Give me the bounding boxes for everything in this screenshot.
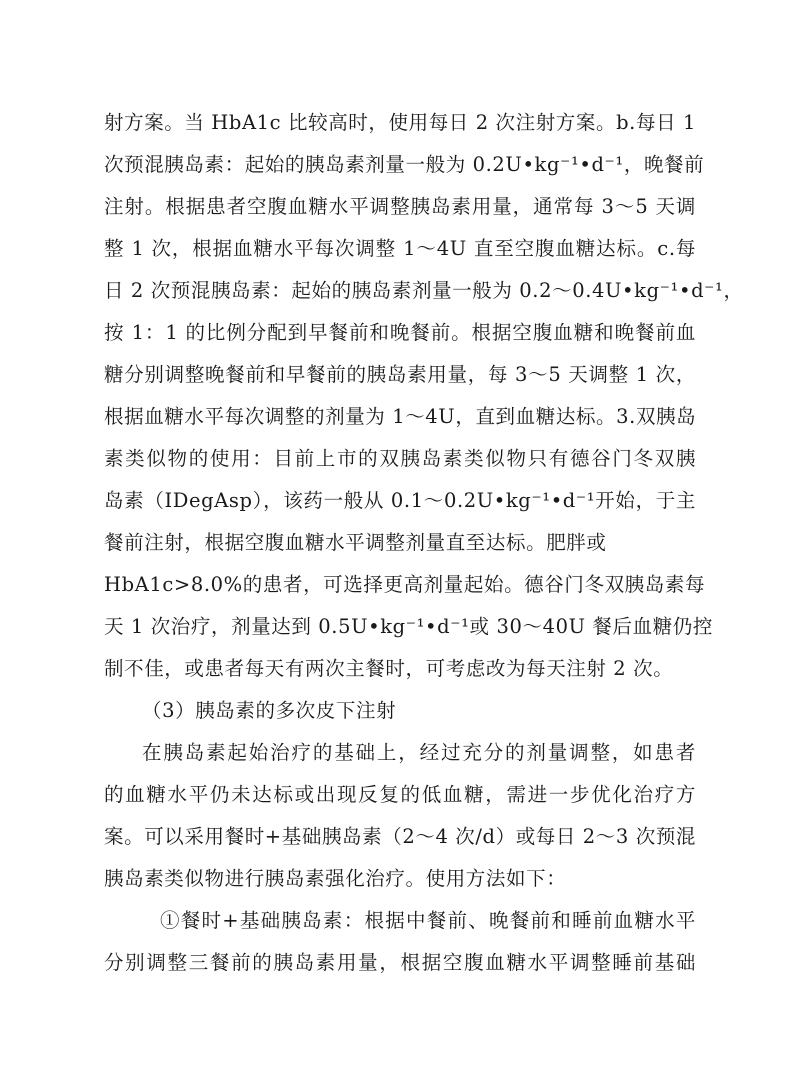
section-heading: （3）胰岛素的多次皮下注射 [142,699,397,722]
paragraph-line: 岛素（IDegAsp），该药一般从 0.1～0.2U•kg⁻¹•d⁻¹开始，于主 [104,489,696,512]
paragraph-line: 注射。根据患者空腹血糖水平调整胰岛素用量，通常每 3～5 天调 [104,195,696,218]
paragraph-line: 糖分别调整晚餐前和早餐前的胰岛素用量，每 3～5 天调整 1 次， [104,363,696,386]
paragraph-line: HbA1c>8.0%的患者，可选择更高剂量起始。德谷门冬双胰岛素每 [104,573,706,596]
paragraph-line: 的血糖水平仍未达标或出现反复的低血糖，需进一步优化治疗方 [104,783,696,806]
paragraph-line: 餐前注射，根据空腹血糖水平调整剂量直至达标。肥胖或 [104,531,607,554]
paragraph-line: 素类似物的使用：目前上市的双胰岛素类似物只有德谷门冬双胰 [104,447,696,470]
paragraph-line: 根据血糖水平每次调整的剂量为 1～4U，直到血糖达标。3.双胰岛 [104,405,697,428]
paragraph-line: 次预混胰岛素：起始的胰岛素剂量一般为 0.2U•kg⁻¹•d⁻¹，晚餐前 [104,153,705,176]
paragraph-line: 天 1 次治疗，剂量达到 0.5U•kg⁻¹•d⁻¹或 30～40U 餐后血糖仍控 [104,615,714,638]
paragraph-line: 整 1 次，根据血糖水平每次调整 1～4U 直至空腹血糖达标。c.每 [104,237,696,260]
paragraph-line: 射方案。当 HbA1c 比较高时，使用每日 2 次注射方案。b.每日 1 [104,111,696,134]
paragraph-line: 案。可以采用餐时+基础胰岛素（2～4 次/d）或每日 2～3 次预混 [104,825,697,848]
paragraph-line: 制不佳，或患者每天有两次主餐时，可考虑改为每天注射 2 次。 [104,657,674,680]
paragraph-line: 日 2 次预混胰岛素：起始的胰岛素剂量一般为 0.2～0.4U•kg⁻¹•d⁻¹， [104,279,744,302]
paragraph-line: 分别调整三餐前的胰岛素用量，根据空腹血糖水平调整睡前基础 [104,951,696,974]
paragraph-line: 在胰岛素起始治疗的基础上，经过充分的剂量调整，如患者 [142,741,696,764]
paragraph-line: 胰岛素类似物进行胰岛素强化治疗。使用方法如下： [104,867,567,890]
paragraph-line: ①餐时+基础胰岛素：根据中餐前、晚餐前和睡前血糖水平 [160,909,696,932]
paragraph-line: 按 1：1 的比例分配到早餐前和晚餐前。根据空腹血糖和晚餐前血 [104,321,696,344]
